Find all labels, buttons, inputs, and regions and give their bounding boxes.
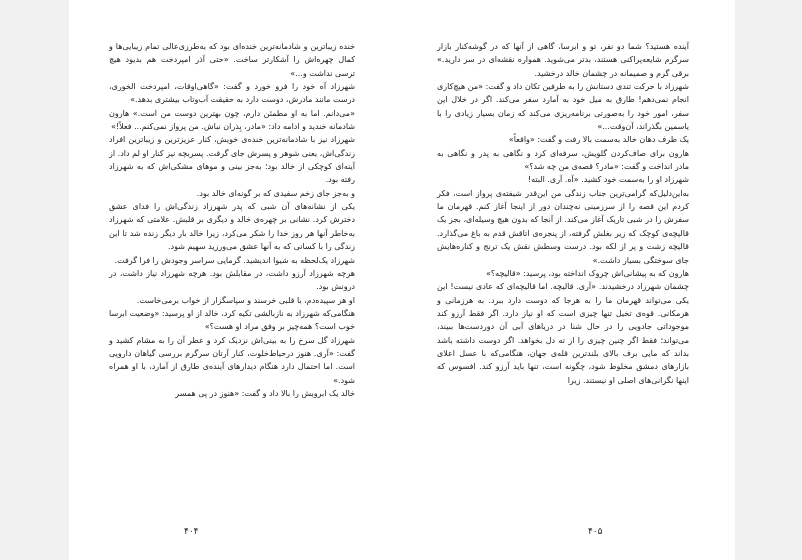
paragraph: یک طرف دهان خالد به‌سمت بالا رفت و گفت: «واقعاً»	[508, 135, 689, 145]
paragraph: آینده هستید؟ شما دو نفر، تو و ابرسا، گاهی از آنها که در گوشه‌کنار بازار سرگرم شایعه‌پراکنی هستند، بدتر می‌شوید. همواره نقشه‌ای در سر دارید.» برقی گرم و صمیمانه در چشمان خالد درخشید.	[437, 42, 689, 78]
paragraph: هرچه شهرزاد آرزو داشت، در مقابلش بود. هرچه شهرزاد نیاز داشت، در درونش بود.	[109, 268, 355, 292]
paragraph: شهرزاد با حرکت تندی دستانش را به طرفین تکان داد و گفت: «من هیچ‌کاری انجام نمی‌دهم! طارق به میل خود به آمارد سفر می‌کند. اگر در خلال این سفر، امور خود را به‌صورتی برنامه‌ریزی می‌کند که زمان بسیار زیادی را با یاسمین بگذراند، آن‌وقت...»	[437, 82, 689, 132]
paragraph: او هر سپیده‌دم، با قلبی خرسند و سپاسگزار از خواب برمی‌خاست.	[136, 295, 355, 305]
paragraph: «می‌دانم. اما به او مطمئن دارم، چون بهترین دوست من است.» هارون شادمانه خندید و ادامه داد: «مادر، بِذران نباش. من پرواز نمی‌کنم... فعلاً!»	[109, 108, 355, 132]
right-page	[402, 0, 735, 560]
paragraph: خالد یک ابرویش را بالا داد و گفت: «هنوز در پی همسر	[175, 388, 355, 398]
paragraph: یکی از نشانه‌های آن شبی که پدر شهرزاد زندگی‌اش را فدای عشق دخترش کرد. نشانی بر چهره‌ی خالد و دیگری بر قلبش. علامتی که شهرزاد به‌خاطر آنها هر روز خدا را شکر می‌کرد، زیرا خالد بار دیگر زنده شد تا این زندگی را با کسانی که به آنها عشق می‌ورزید سهیم شود.	[109, 202, 355, 252]
paragraph: و به‌جز جای زخم سفیدی که بر گونه‌ای خالد بود.	[196, 188, 355, 198]
paragraph: چشمان شهرزاد درخشیدند. «آری. قالیچه. اما قالیچه‌ای که عادی نیست! این یکی می‌تواند قهرمان ما را به هرجا که دوست دارد ببرد. به هرزمانی و هرمکانی. قوه‌ی تخیل تنها چیزی است که او نیاز دارد. اگر فقط آرزو کند موجوداتی جادویی را در حال شنا در دریاهای آبی آن دوردست‌ها ببیند، می‌تواند؛ فقط اگر چنین چیزی را از ته دل بخواهد. اگر دوست داشته باشد بداند که مایی برف بالای بلندترین قله‌ی جهان، هنگامی‌که با عسل اعلای بازارهای دمشق مخلوط شود، چگونه است، تنها باید آرزو کند. افسوس که اینها نگرانی‌های اصلی او نیستند. زیرا	[437, 282, 689, 385]
paragraph: هارون برای صاف‌کردن گلویش، سرفه‌ای کرد و نگاهی به پدر و نگاهی به مادر انداخت و گفت: «مادر؟ قصه‌ی من چه شد؟»	[437, 148, 689, 172]
paragraph: هنگامی‌که شهرزاد به نازبالشی تکیه کرد، خالد از او پرسید: «وضعیت ابرسا خوب است؟ همه‌چیز بر وفق مراد او هست؟»	[109, 308, 355, 332]
paragraph: به‌این‌دلیل‌که گرامی‌ترین جناب زندگی من این‌قدر شیفته‌ی پرواز است، فکر کردم این قصه را از سرزمینی نه‌چندان دور از اینجا آغاز کنم. قهرمان ما سفرش را در شبی تاریک آغاز می‌کند. از آنجا که بدون هیچ وسیله‌ای، بجز یک قالیچه‌ی کوچک که زیر بغلش گرفته، از پنجره‌ی اتاقش قدم به باغ می‌گذارد. قالیچه زشت و پر از لکه بود. درست وسطش نقش یک ترنج و کناره‌هایش جای سوختگی بسیار داشت.»	[437, 188, 689, 265]
paragraph: شهرزاد نیز با شادمانه‌ترین خنده‌ی خویش، کنار عزیزترین و زیباترین افراد زندگی‌اش، یعنی شوهر و پسرش جای گرفت. پسربچه نیز کنار او لم داد. از آینه‌ای کوچکی از خالد بود؛ به‌جز بینی و موهای مشکی‌اش که به شهرزاد رفته بود.	[109, 135, 355, 185]
paragraph: شهرزاد گل سرخ را به بینی‌اش نزدیک کرد و عطر آن را به مشام کشید و گفت: «آری. هنوز درحیاط‌خلوت، کنار آرتان سرگرم بررسی گیاهان دارویی است. اما احتمال دارد هنگام دیدارهای آینده‌ی طارق از آمارد، با او همراه شود.»	[109, 335, 355, 385]
right-page-text	[437, 40, 689, 387]
paragraph: خنده زیباترین و شادمانه‌ترین خنده‌ای بود که به‌طرزی‌عالی تمام زیبایی‌ها و کمال چهره‌اش را آشکارتر ساخت. «حتی آذر امپردخت هم بدیود هیچ ترسی نداشت و...»	[109, 42, 355, 78]
paragraph: شهرزاد او را به‌سمت خود کشید. «آه. آری. البته!	[527, 175, 689, 185]
left-page-text	[109, 40, 355, 400]
page-number: ۴۰۴	[184, 527, 199, 537]
page-number: ۴۰۵	[588, 527, 603, 537]
paragraph: شهرزاد آه خود را فرو خورد و گفت: «گاهی‌اوقات، امپردخت الخوری، درست مانند مادرش، دوست دارد به حقیقت آب‌وتاب بیشتری بدهد.»	[109, 82, 355, 105]
left-page	[69, 0, 402, 560]
paragraph: هارون که به پیشانی‌اش چروک انداخته بود، پرسید: «قالیچه؟»	[486, 268, 689, 278]
paragraph: شهرزاد یک‌لحظه به شیوا اندیشید. گرمایی سراسر وجودش را فرا گرفت.	[114, 255, 355, 265]
